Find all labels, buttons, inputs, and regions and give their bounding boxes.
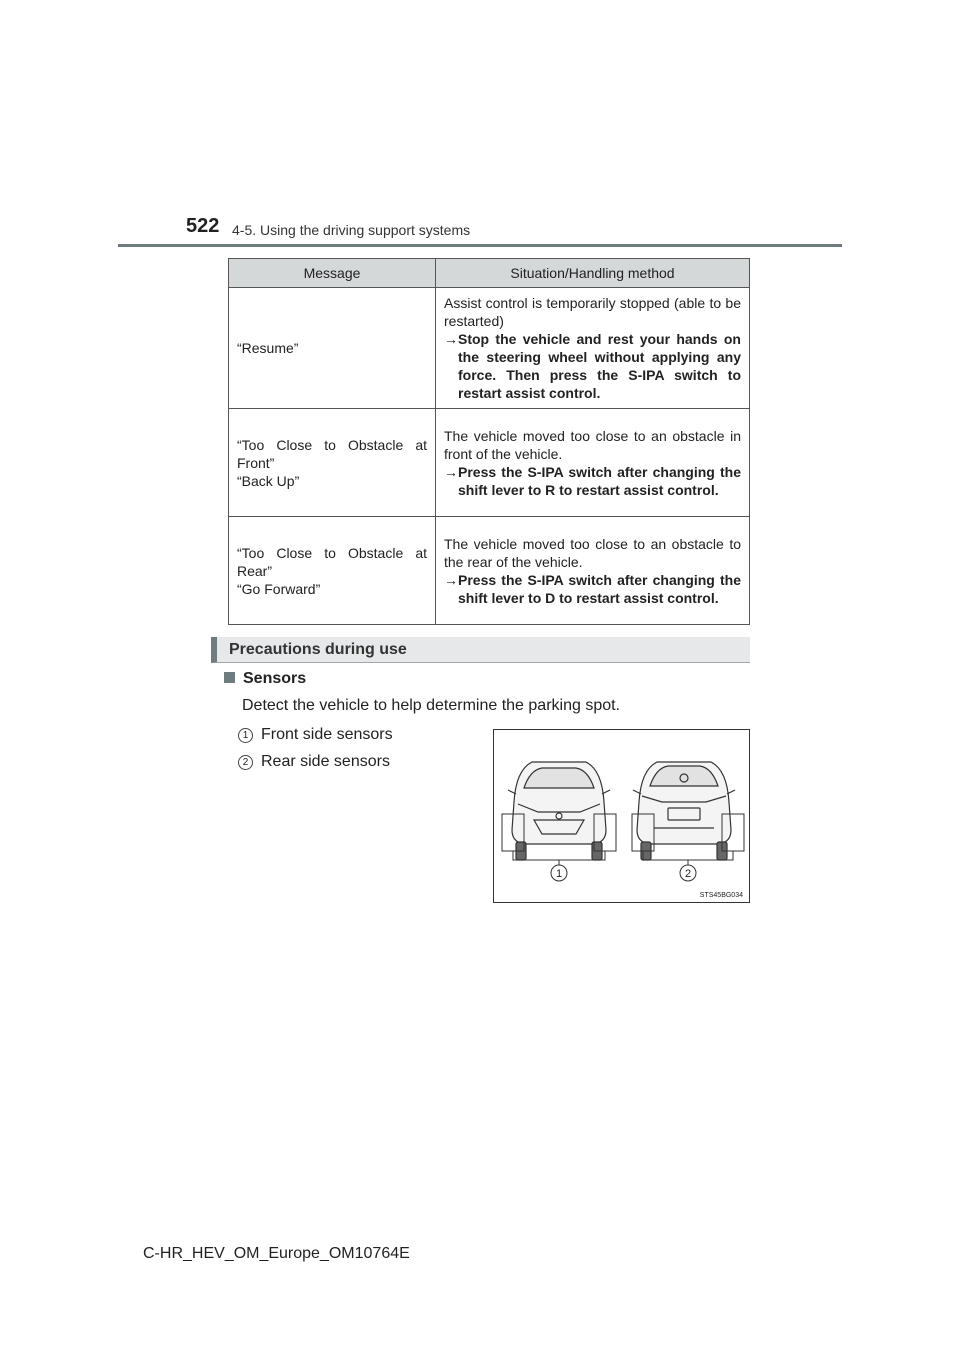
front-car-icon xyxy=(508,762,610,860)
square-bullet-icon xyxy=(224,672,235,683)
situation-cell xyxy=(436,517,750,625)
message-line: “Go Forward” xyxy=(237,580,321,597)
header-situation: Situation/Handling method xyxy=(436,259,750,288)
sensors-description: Detect the vehicle to help determine the parking spot. xyxy=(242,697,620,714)
message-table xyxy=(228,258,750,625)
precautions-heading-text: Precautions during use xyxy=(229,641,407,658)
action-item xyxy=(444,571,741,607)
table-header-row xyxy=(229,259,750,288)
callout-number: 1 xyxy=(555,868,563,880)
message-line: “Resume” xyxy=(237,340,299,356)
action-text: Press the S-IPA switch after changing the shift lever to D to restart assist control. xyxy=(458,571,741,606)
action-text: Stop the vehicle and rest your hands on the steering wheel without applying any force. Then press the S-IPA switch to restart assist control. xyxy=(458,331,741,401)
table-row xyxy=(229,288,750,409)
list-item-label: Front side sensors xyxy=(261,726,393,743)
situation-text: The vehicle moved too close to an obstacle to the rear of the vehicle. xyxy=(444,535,741,570)
list-item xyxy=(238,726,393,744)
number-circle-icon: 2 xyxy=(238,755,253,770)
section-title: 4-5. Using the driving support systems xyxy=(232,222,471,238)
number-circle-icon: 1 xyxy=(238,728,253,743)
situation-cell xyxy=(436,288,750,409)
arrow-icon: → xyxy=(444,331,458,347)
message-cell xyxy=(229,517,436,625)
message-line: “Back Up” xyxy=(237,472,300,489)
action-item xyxy=(444,463,741,499)
page-number: 522 xyxy=(186,215,220,237)
situation-text: The vehicle moved too close to an obstacle in front of the vehicle. xyxy=(444,427,741,462)
callout-number: 2 xyxy=(684,868,692,880)
rear-car-icon xyxy=(633,762,735,860)
sensor-figure xyxy=(493,729,750,903)
sensors-subheading xyxy=(224,670,306,688)
footer-doc-id: C-HR_HEV_OM_Europe_OM10764E xyxy=(143,1245,410,1262)
message-cell xyxy=(229,288,436,409)
message-line: “Too Close to Obstacle at Front” xyxy=(237,436,427,471)
sensors-subheading-text: Sensors xyxy=(243,670,307,687)
list-item-label: Rear side sensors xyxy=(261,753,390,770)
table-row xyxy=(229,409,750,517)
situation-cell xyxy=(436,409,750,517)
header-rule xyxy=(118,244,842,247)
table-row xyxy=(229,517,750,625)
list-item xyxy=(238,753,390,771)
car-illustration xyxy=(494,730,749,902)
message-line: “Too Close to Obstacle at Rear” xyxy=(237,544,427,579)
figure-code: STS45BG034 xyxy=(699,892,743,899)
arrow-icon: → xyxy=(444,571,458,588)
action-item xyxy=(444,330,741,402)
action-text: Press the S-IPA switch after changing the shift lever to R to restart assist control. xyxy=(458,463,741,498)
message-cell xyxy=(229,409,436,517)
precautions-heading xyxy=(211,637,750,663)
arrow-icon: → xyxy=(444,463,458,480)
header-message: Message xyxy=(229,259,436,288)
situation-text: Assist control is temporarily stopped (able to be restarted) xyxy=(444,295,741,329)
